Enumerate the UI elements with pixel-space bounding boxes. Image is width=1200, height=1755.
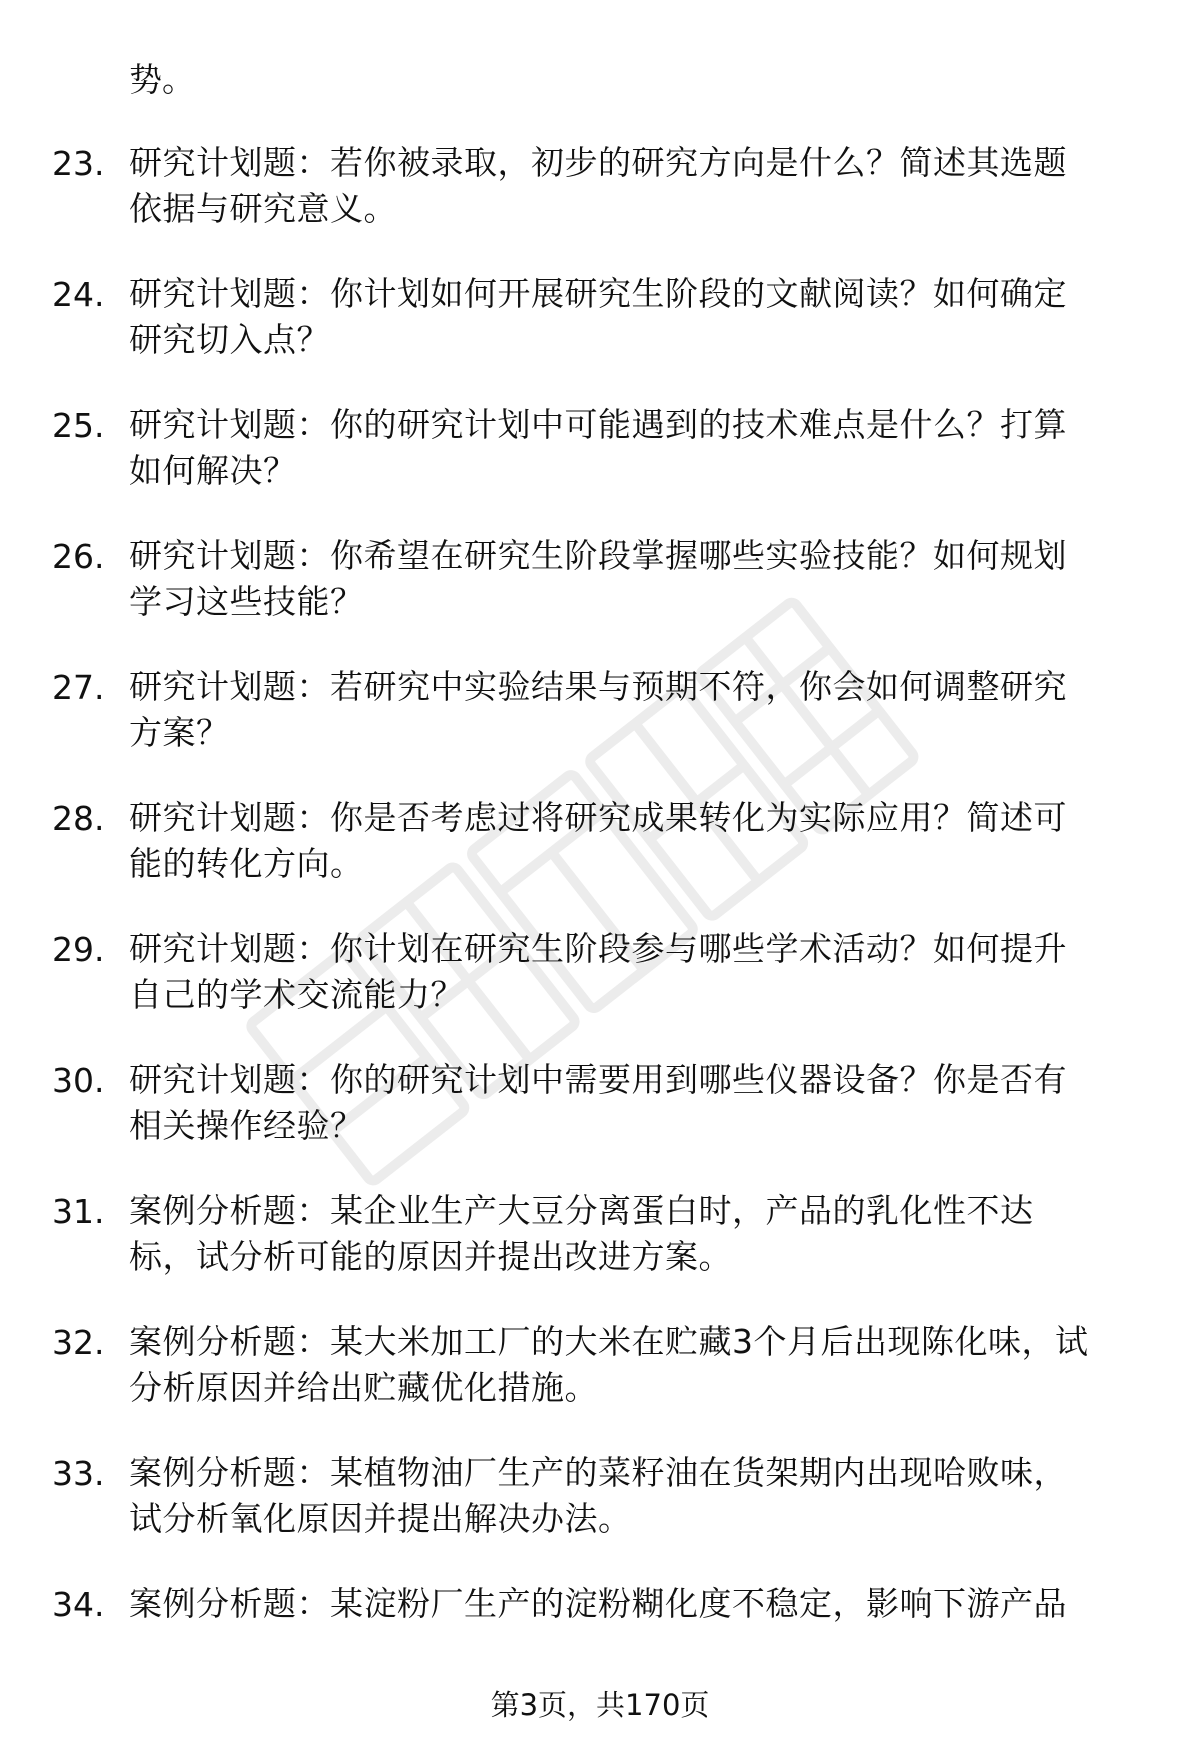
question-text [129,402,1169,494]
question-text [129,795,1169,887]
question-text-line: 研究计划题：你的研究计划中需要用到哪些仪器设备？你是否有 [129,1060,1067,1099]
question-item [0,1450,1200,1581]
question-item [0,1319,1200,1450]
question-text [129,664,1169,756]
question-text-line: 自己的学术交流能力？ [129,975,464,1014]
continuation-text: 势。 [129,60,195,99]
question-item [0,533,1200,664]
question-text-line: 相关操作经验？ [129,1106,364,1145]
question-text [129,533,1169,625]
question-number: 27. [52,668,105,707]
question-text-line: 研究计划题：你计划如何开展研究生阶段的文献阅读？如何确定 [129,274,1067,313]
question-text-line: 案例分析题：某大米加工厂的大米在贮藏3个月后出现陈化味，试 [129,1322,1089,1361]
question-text [129,926,1169,1018]
question-number: 23. [52,144,105,183]
question-text-line: 案例分析题：某企业生产大豆分离蛋白时，产品的乳化性不达 [129,1191,1034,1230]
question-list [0,140,1200,1712]
question-number: 31. [52,1192,105,1231]
question-number: 30. [52,1061,105,1100]
question-text-line: 研究计划题：你是否考虑过将研究成果转化为实际应用？简述可 [129,798,1067,837]
question-text-line: 学习这些技能？ [129,582,364,621]
question-text [129,1581,1169,1627]
question-text-line: 研究计划题：若你被录取，初步的研究方向是什么？简述其选题 [129,143,1067,182]
question-item [0,1057,1200,1188]
question-text [129,1188,1169,1280]
question-text-line: 研究计划题：若研究中实验结果与预期不符，你会如何调整研究 [129,667,1067,706]
question-text-line: 依据与研究意义。 [129,189,397,228]
question-item [0,664,1200,795]
question-number: 29. [52,930,105,969]
question-number: 33. [52,1454,105,1493]
question-text-line: 分析原因并给出贮藏优化措施。 [129,1368,598,1407]
question-text-line: 标，试分析可能的原因并提出改进方案。 [129,1237,732,1276]
question-text [129,140,1169,232]
question-number: 26. [52,537,105,576]
question-item [0,795,1200,926]
question-item [0,402,1200,533]
question-text-line: 研究计划题：你的研究计划中可能遇到的技术难点是什么？打算 [129,405,1067,444]
question-text [129,1319,1169,1411]
question-item [0,271,1200,402]
question-text [129,1450,1169,1542]
question-number: 34. [52,1585,105,1624]
question-item [0,1188,1200,1319]
question-text-line: 案例分析题：某淀粉厂生产的淀粉糊化度不稳定，影响下游产品 [129,1584,1067,1623]
question-text-line: 试分析氧化原因并提出解决办法。 [129,1499,632,1538]
question-text-line: 能的转化方向。 [129,844,364,883]
question-number: 32. [52,1323,105,1362]
question-text-line: 方案？ [129,713,230,752]
question-number: 25. [52,406,105,445]
question-number: 28. [52,799,105,838]
question-text-line: 研究计划题：你希望在研究生阶段掌握哪些实验技能？如何规划 [129,536,1067,575]
question-item [0,926,1200,1057]
question-item [0,140,1200,271]
question-text [129,271,1169,363]
question-text [129,1057,1169,1149]
question-number: 24. [52,275,105,314]
page-footer: 第3页，共170页 [490,1688,710,1722]
question-text-line: 案例分析题：某植物油厂生产的菜籽油在货架期内出现哈败味， [129,1453,1067,1492]
question-text-line: 研究切入点？ [129,320,330,359]
question-text-line: 如何解决？ [129,451,297,490]
question-text-line: 研究计划题：你计划在研究生阶段参与哪些学术活动？如何提升 [129,929,1067,968]
